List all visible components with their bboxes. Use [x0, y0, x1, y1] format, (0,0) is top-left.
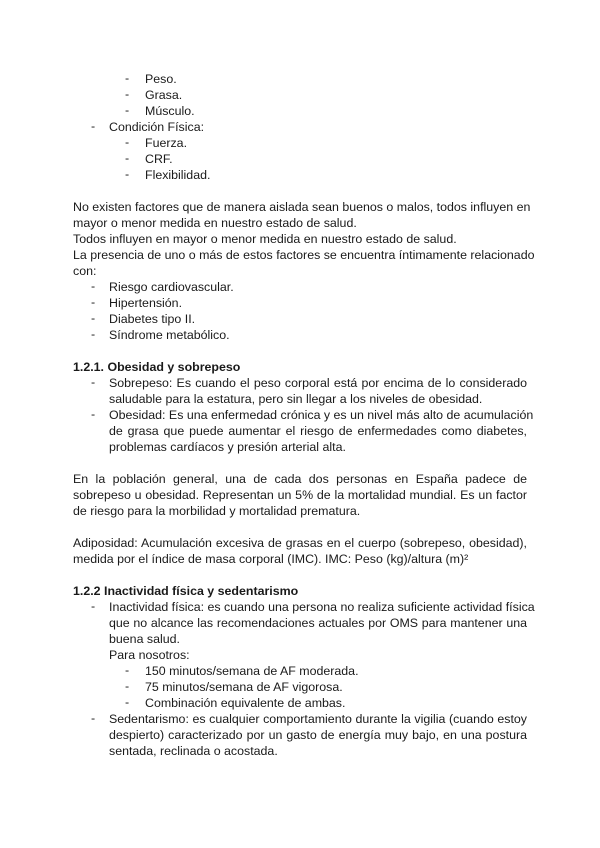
- list-item: Combinación equivalente de ambas.: [145, 696, 346, 710]
- list-item: Condición Física:: [109, 120, 205, 134]
- bullet-dash: -: [125, 103, 130, 117]
- bullet-dash: -: [125, 135, 130, 149]
- bullet-dash: -: [125, 695, 130, 709]
- list-item-line: despierto) caracterizado por un gasto de energía muy bajo, en una postura: [109, 728, 527, 742]
- bullet-dash: -: [91, 599, 96, 613]
- list-item: Flexibilidad.: [145, 168, 211, 182]
- list-item: Peso.: [145, 72, 177, 86]
- list-item-line: sentada, reclinada o acostada.: [109, 744, 278, 758]
- list-item-line: problemas cardíacos y presión arterial alta.: [109, 440, 346, 454]
- section-heading: 1.2.1. Obesidad y sobrepeso: [73, 360, 241, 374]
- bullet-dash: -: [91, 375, 96, 389]
- list-item: CRF.: [145, 152, 173, 166]
- list-item: Fuerza.: [145, 136, 188, 150]
- list-item-line: saludable para la estatura, pero sin llegar a los niveles de obesidad.: [109, 392, 483, 406]
- paragraph-line: mayor o menor medida en nuestro estado de salud.: [73, 216, 357, 230]
- section-heading: 1.2.2 Inactividad física y sedentarismo: [73, 584, 299, 598]
- bullet-dash: -: [91, 279, 96, 293]
- list-item: Síndrome metabólico.: [109, 328, 230, 342]
- list-item-line: buena salud.: [109, 632, 180, 646]
- bullet-dash: -: [125, 71, 130, 85]
- list-item-line: Sedentarismo: es cualquier comportamiento durante la vigilia (cuando estoy: [109, 712, 527, 726]
- paragraph-line: Todos influyen en mayor o menor medida en nuestro estado de salud.: [73, 232, 457, 246]
- paragraph-line: La presencia de uno o más de estos factores se encuentra íntimamente relacionado: [73, 248, 535, 262]
- list-item: 75 minutos/semana de AF vigorosa.: [145, 680, 343, 694]
- list-item-line: Para nosotros:: [109, 648, 190, 662]
- list-item: 150 minutos/semana de AF moderada.: [145, 664, 359, 678]
- bullet-dash: -: [125, 87, 130, 101]
- list-item: Diabetes tipo II.: [109, 312, 196, 326]
- list-item: Riesgo cardiovascular.: [109, 280, 234, 294]
- paragraph-line: de riesgo para la morbilidad y mortalidad prematura.: [73, 504, 361, 518]
- bullet-dash: -: [125, 679, 130, 693]
- bullet-dash: -: [91, 295, 96, 309]
- bullet-dash: -: [91, 711, 96, 725]
- bullet-dash: -: [91, 407, 96, 421]
- bullet-dash: -: [125, 167, 130, 181]
- paragraph-line: sobrepeso u obesidad. Representan un 5% de la mortalidad mundial. Es un factor: [73, 488, 527, 502]
- list-item-line: que no alcance las recomendaciones actuales por OMS para mantener una: [109, 616, 527, 630]
- list-item-line: Inactividad física: es cuando una persona no realiza suficiente actividad física: [109, 600, 535, 614]
- paragraph-line: En la población general, una de cada dos personas en España padece de: [73, 472, 527, 486]
- list-item-line: Obesidad: Es una enfermedad crónica y es un nivel más alto de acumulación: [109, 408, 534, 422]
- list-item-line: Sobrepeso: Es cuando el peso corporal está por encima de lo considerado: [109, 376, 527, 390]
- list-item: Hipertensión.: [109, 296, 183, 310]
- bullet-dash: -: [125, 663, 130, 677]
- bullet-dash: -: [125, 151, 130, 165]
- list-item: Músculo.: [145, 104, 195, 118]
- paragraph-line: No existen factores que de manera aislada sean buenos o malos, todos influyen en: [73, 200, 531, 214]
- paragraph-line: con:: [73, 264, 97, 278]
- list-item-line: de grasa que puede aumentar el riesgo de enfermedades como diabetes,: [109, 424, 527, 438]
- bullet-dash: -: [91, 119, 96, 133]
- bullet-dash: -: [91, 311, 96, 325]
- paragraph-line: medida por el índice de masa corporal (IMC). IMC: Peso (kg)/altura (m)²: [73, 552, 469, 566]
- paragraph-line: Adiposidad: Acumulación excesiva de grasas en el cuerpo (sobrepeso, obesidad),: [73, 536, 527, 550]
- bullet-dash: -: [91, 327, 96, 341]
- list-item: Grasa.: [145, 88, 183, 102]
